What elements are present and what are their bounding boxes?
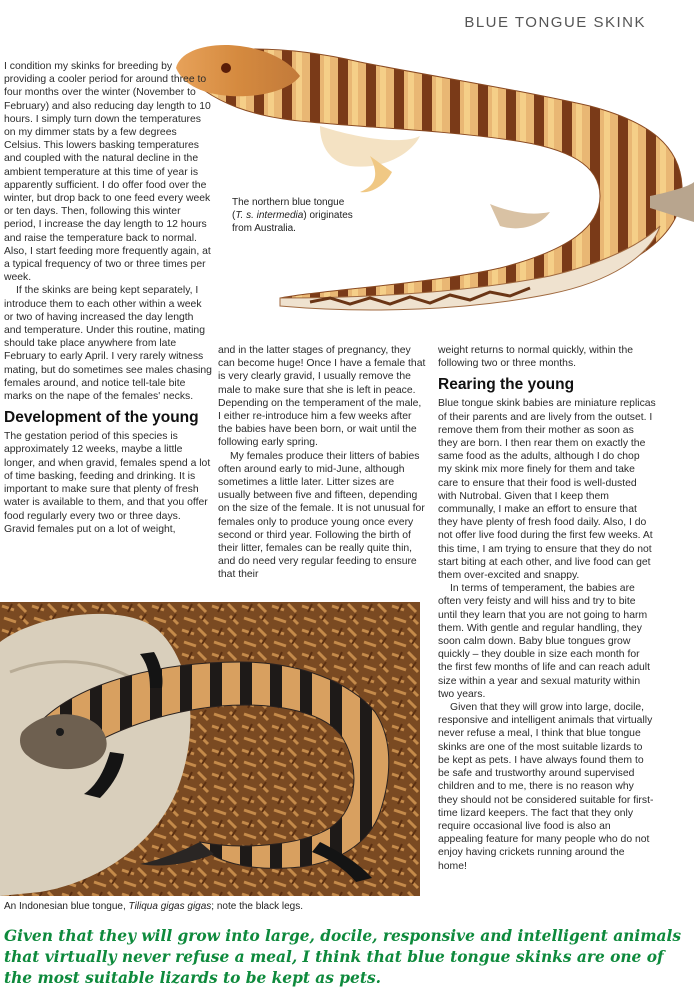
caption-paren: ( (232, 210, 236, 221)
caption-species: T. s. intermedia (235, 210, 304, 221)
section-heading: Rearing the young (438, 376, 575, 394)
column-3 (438, 344, 656, 873)
caption-text: ; note the black legs. (211, 901, 304, 912)
paragraph: weight returns to normal quickly, within the following two or three months. (438, 345, 634, 370)
pull-quote: Given that they will grow into large, docile, responsive and intelligent animals that virtually never refuse a meal, I think that blue tongue skinks are one of the most suitable lizards to be kept as pets. (4, 927, 681, 987)
paragraph: Given that they will grow into large, docile, responsive and intelligent animals that virtually never refuse a meal, I think that blue tongue skinks are one of the most suitable lizards to be kept as pets. I have always found them to be safe and trustworthy around supervised children and to me, there is no reason why they should not be considered suitable for first-time lizard keepers. The fact that they only require occasional live food is also an appealing feature for many people who do not enjoy having crickets running around the home! (438, 702, 654, 872)
caption-text: from Australia. (232, 223, 296, 234)
column-1 (4, 60, 212, 536)
section-heading: Development of the young (4, 409, 199, 427)
paragraph: In terms of temperament, the babies are often very feisty and will hiss and try to bite until they learn that you are not going to harm them. With gentle and regular handling, they soon calm down. Baby blue tongues grow quickly – they double in size each month for the first few months of life and can reach adult size within a year and sexual maturity within two years. (438, 583, 650, 700)
paragraph: and in the latter stages of pregnancy, they can become huge! Once I have a female that is very clearly gravid, I usually remove the male to make sure that she is left in peace. Depending on the temperament of the male, I either re-introduce him a few weeks after the babies have been born, or wait until the following early spring. (218, 345, 426, 449)
paragraph: My females produce their litters of babies often around early to mid-June, although sometimes a little later. Litter sizes are usually between five and fifteen, depending on the size of the female. It is not unusual for females only to produce young once every second or third year. Following the birth of their litter, females can be really quite thin, and do need very regular feeding to ensure that their (218, 450, 425, 581)
section-title: BLUE TONGUE SKINK (464, 14, 646, 31)
caption-text: ) originates (303, 210, 353, 221)
indonesian-skink-photo (0, 602, 420, 896)
paragraph: If the skinks are being kept separately, I introduce them to each other within a week or two of having increased the day length and temperature. Under this routine, mating should take place anywhere from late February to early April. I very rarely witness mating, but do sometimes see males chasing females around, and notice tell-tale bite marks on the nape of the females' necks. (4, 285, 212, 403)
paragraph: I condition my skinks for breeding by providing a cooler period for around three to four months over the winter (November to February) and also reducing day length to 10 hours. I simply turn down the temperatures on my dimmer stats by a few degrees Celsius. This lowers basking temperatures and coupled with the natural decline in the ambient temperature at this time of year is apparently sufficient. I do offer food over the winter, but drop back to one feed every week or ten days. Then, following this winter period, I increase the day length to 12 hours and raise the temperature back to normal. Also, I start feeding more frequently again, at a typical frequency of two or three times per week. (4, 61, 211, 284)
caption-species: Tiliqua gigas gigas (128, 901, 212, 912)
bottom-photo-caption (4, 900, 424, 913)
paragraph: The gestation period of this species is approximately 12 weeks, maybe a little longer, and when gravid, females spend a lot of time basking, feeding and drinking. It is important to make sure that plenty of fresh water is available to them, and that you offer food regularly every two or three days. Gravid females put on a lot of weight, (4, 431, 211, 535)
caption-text: The northern blue tongue (232, 197, 345, 208)
paragraph: Blue tongue skink babies are miniature replicas of their parents and are lively from the outset. I remove them from their mother as soon as they are born. I then rear them on exactly the same food as the adults, although I do chop my skink mix more finely for them and take care to ensure that their food is well-dusted with Nutrobal. Given that I keep them communally, I make an effort to ensure that they have plenty of fresh food daily. Also, I do not offer live food during the first few weeks. At this time, I am trying to ensure that they do not start biting at each other, and live food can get them over-excited and snappy. (438, 398, 656, 582)
caption-text: An Indonesian blue tongue, (4, 901, 129, 912)
top-photo-caption (232, 196, 392, 235)
northern-skink-photo (170, 36, 694, 336)
column-2 (218, 344, 426, 582)
